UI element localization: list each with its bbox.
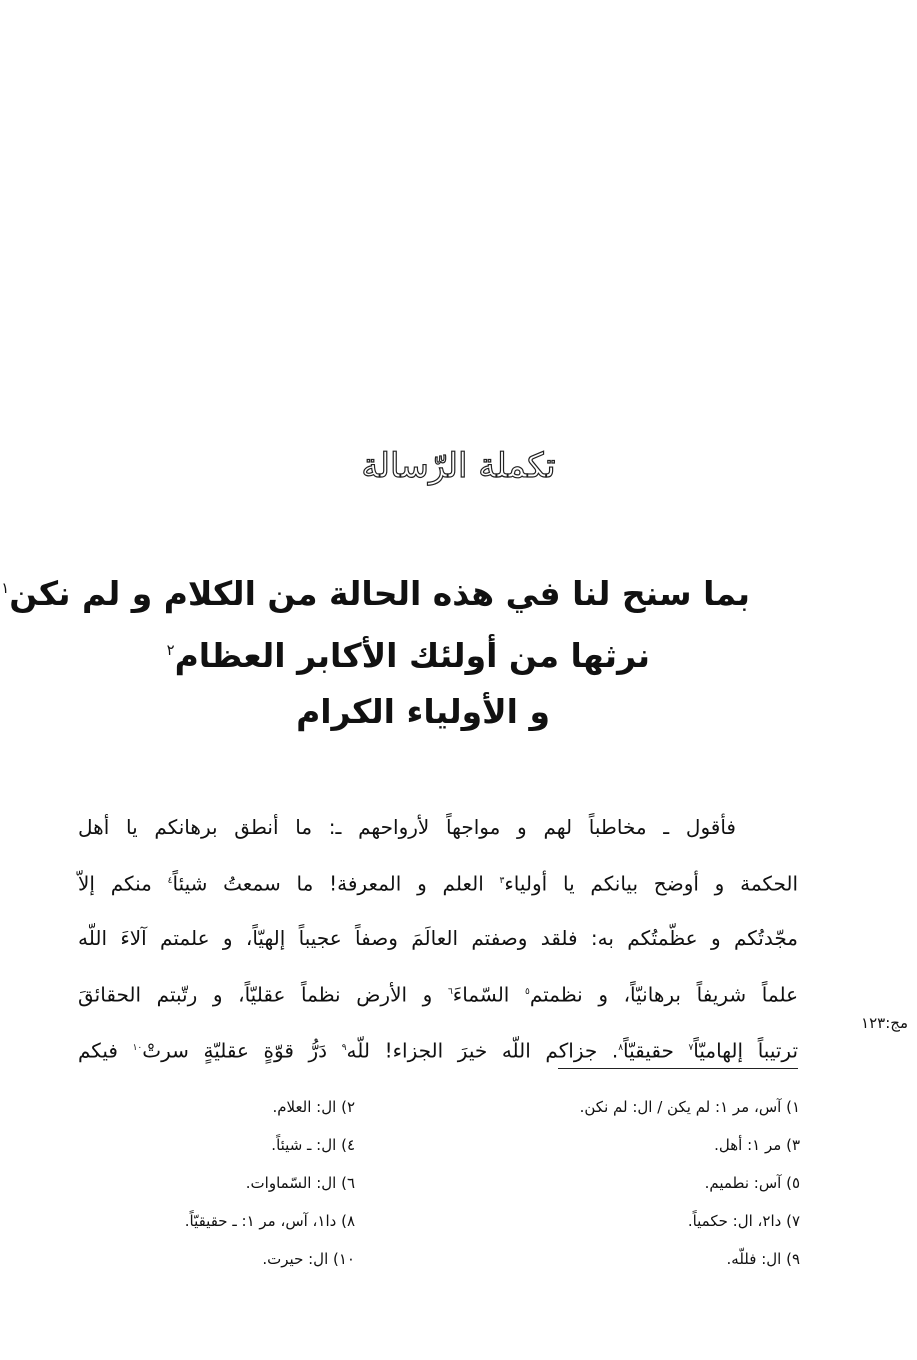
heading-line-1: بما سنح لنا في هذه الحالة من الكلام و لم نكن$^١$ (1, 574, 750, 613)
body-line: الحكمة و أوضح بيانكم يا أولياء$^٣$ العلم و المعرفة! ما سمعتُ شيئاً$^٤$ منكم إلاّ (78, 871, 799, 896)
footnotes (80, 1088, 800, 1278)
body-line: مجّدتُكم و عظّمتُكم به: فلقد وصفتم العالَمَ وصفاً عجيباً إلهيّاً، و علمتم آلاءَ اللّه (78, 925, 798, 950)
footnote-divider (558, 1068, 798, 1069)
footnote: ٥) آس: نطميم. (704, 1174, 800, 1192)
footnote-ref: ٧ (688, 1043, 694, 1054)
heading-line-2: نرثها من أولئك الأكابر العظام$^٢$ (166, 636, 650, 675)
footnote-ref: ٣ (499, 876, 505, 886)
footnote: ٤) ال: ـ شيئاً. (271, 1136, 355, 1154)
footnote: ٣) مر ١: أهل. (714, 1136, 800, 1154)
footnote-ref: ٤ (167, 876, 173, 886)
footnote: ٩) ال: فللّه. (726, 1250, 800, 1268)
footnote-row (80, 1088, 800, 1126)
footnote-ref: ١ (1, 579, 10, 597)
body-paragraph (78, 800, 798, 1078)
footnote-ref: ٢ (166, 641, 175, 659)
heading-line-3: و الأولياء الكرام (296, 692, 550, 731)
footnote: ١) آس، مر ١: لم يكن / ال: لم نكن. (579, 1098, 800, 1116)
body-line: فأقول ـ مخاطباً لهم و مواجهاً لأرواحهم ـ: ما أنطق برهانكم يا أهل (78, 815, 736, 839)
footnote: ٦) ال: السّماوات. (245, 1174, 355, 1192)
section-title: تكملة الرّسالة (361, 446, 556, 486)
footnote-ref: ٨ (618, 1043, 624, 1054)
chapter-heading (1, 560, 750, 740)
footnote-ref: ٩ (341, 1043, 347, 1054)
footnote: ٧) دا٢، ال: حكمياً. (687, 1212, 800, 1230)
margin-page-reference: مج:١٢٣ (861, 1014, 908, 1032)
footnote: ١٠) ال: حيرت. (262, 1250, 355, 1268)
footnote: ٢) ال: العلام. (272, 1098, 355, 1116)
footnote-ref: ٥ (524, 986, 530, 997)
footnote-ref: ١٠ (132, 1043, 143, 1054)
body-line: ترتيباً إلهاميّاً$^٧$ حقيقيّاً$^٨$. جزاكم اللّه خيرَ الجزاء! للّه$^٩$ دَرُّ قوّةٍ عقليّةٍ سرتْ$^{١٠}$ فيكم (78, 1038, 799, 1063)
footnote-ref: ٦ (447, 986, 453, 997)
footnote-row (80, 1202, 800, 1240)
footnote-row (80, 1164, 800, 1202)
footnote-row (80, 1126, 800, 1164)
body-line: علماً شريفاً برهانيّاً، و نظمتم$^٥$ السّماءَ$^٦$ و الأرض نظماً عقليّاً، و رتّبتم الحقائقَ (78, 982, 799, 1007)
footnote-row (80, 1240, 800, 1278)
footnote: ٨) دا١، آس، مر ١: ـ حقيقيّاً. (184, 1212, 355, 1230)
